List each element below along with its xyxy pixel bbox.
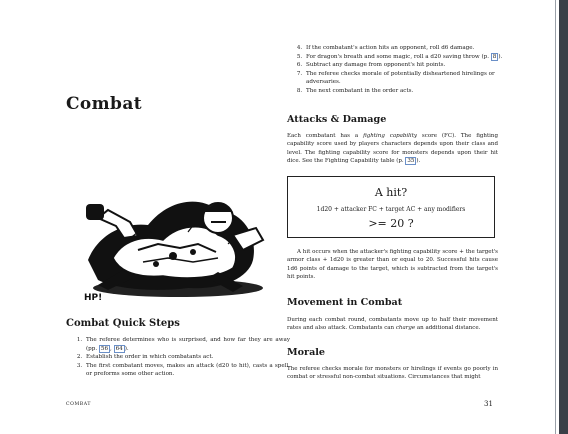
quick-step-2: 2. Establish the order in which combatants act. [84,353,290,362]
footer-section-name: COMBAT [66,402,92,407]
quick-steps-list [70,336,290,379]
hit-box-title: A hit? [374,186,408,199]
morale-heading: Morale [287,347,326,358]
page-ref-35-link[interactable]: 35 [407,158,415,165]
hit-box-formula: 1d20 + attacker FC + target AC + any modifiers [316,206,466,213]
hit-box-target: >= 20 ? [368,217,414,230]
page-ref-8-link[interactable]: 8 [492,53,497,60]
quick-step-3: 3. The first combatant moves, makes an attack (d20 to hit), casts a spell, or preforms some other action. [84,362,290,379]
attacks-heading: Attacks & Damage [287,114,387,125]
attacks-paragraph: Each combatant has a fighting capability score (FC). The fighting capability score used by players characters depends upon their class and level. The fighting capability score for monsters depends upon their hit dice. See the Fighting Capability table (p. 35 ). [287,133,498,165]
quick-steps-continued [292,44,512,96]
quick-step-6: 6. Subtract any damage from opponent's hit points. [304,61,512,70]
movement-heading: Movement in Combat [287,297,403,308]
morale-paragraph: The referee checks morale for monsters or hirelings if events go poorly in combat or stressful non-combat situations. Circumstances that might [287,366,498,381]
page-edge-scrollbar [559,0,568,434]
hit-explanation-paragraph: A hit occurs when the attacker's fighting capability score + the target's armor class + 1d20 is greater than or equal to 20. Successful hits cause 1d6 points of damage to the target, which is subtracted from the target's hit points. [287,249,498,281]
page-ref-56-link[interactable]: 56 [100,345,109,352]
quick-steps-heading: Combat Quick Steps [66,318,180,329]
quick-step-7: 7. The referee checks morale of potentially disheartened hirelings or adversaries. [304,70,512,87]
quick-step-1: 1. The referee determines who is surprised, and how far they are away (pp. 56 , 64 ). [84,336,290,353]
illustration-caption: HP! [84,293,103,303]
quick-step-8: 8. The next combatant in the order acts. [304,87,512,96]
movement-paragraph: During each combat round, combatants move up to half their movement rates and also attack. Combatants can charge an additional distance. [287,317,498,332]
quick-step-4: 4. If the combatant's action hits an opponent, roll d6 damage. [304,44,512,53]
quick-step-5: 5. For dragon's breath and some magic, roll a d20 saving throw (p. 8 ). [304,53,512,62]
page-ref-64-link[interactable]: 64 [115,345,123,352]
combat-illustration [68,140,268,305]
footer-page-number: 31 [484,400,493,408]
page-edge-line [555,0,556,434]
chapter-title: Combat [66,94,143,114]
hit-formula-box [287,176,495,238]
